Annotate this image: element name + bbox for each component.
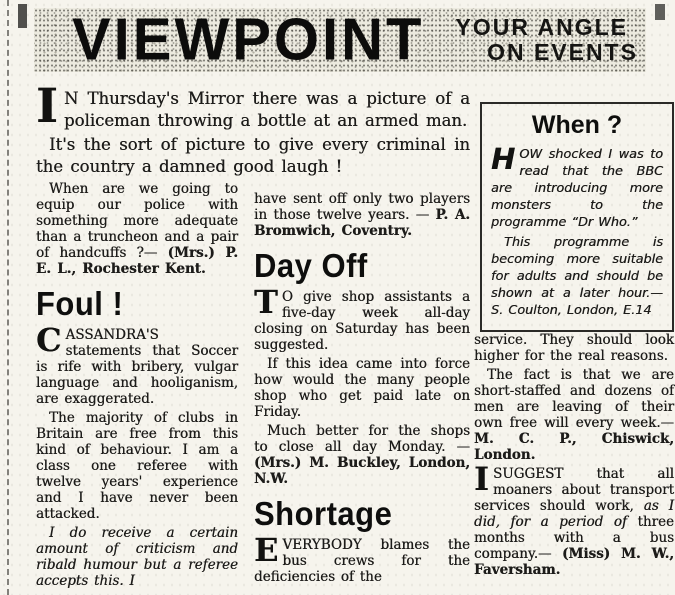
- bromwich-letter-text: have sent off only two players in those twelve years. —: [254, 191, 470, 223]
- suggest-letter-text-1: SUGGEST that all moaners about transport services should work,: [474, 466, 674, 514]
- suggest-letter-text-2: three months with a bus company.—: [474, 514, 674, 562]
- bromwich-letter-paragraph: [254, 191, 470, 239]
- when-letter-signature: S. Coulton, London, E.14: [491, 303, 652, 318]
- police-letter-signature: (Mrs.) P. E. L., Rochester Kent.: [36, 245, 238, 277]
- dayoff-letter-paragraph-3: [254, 423, 470, 487]
- lead-letter-paragraph-1: [36, 79, 470, 134]
- dayoff-letter-signature: (Mrs.) M. Buckley, London, N.W.: [254, 455, 470, 487]
- lead-letter-paragraph-2: It's the sort of picture to give every criminal in the country a damned good laugh !: [36, 135, 470, 176]
- suggest-letter-paragraph: [474, 460, 674, 578]
- scan-artifact-top-left: [18, 4, 27, 28]
- when-letter-box: [480, 102, 674, 332]
- foul-letter-text-1: ASSANDRA'S statements that Soccer is rife with bribery, vulgar language and hooliganism, are exaggerated.: [36, 327, 238, 407]
- masthead-tagline: [456, 15, 639, 65]
- column-left: [36, 181, 238, 592]
- when-letter-text-1: OW shocked I was to read that the BBC are introducing more monsters to the programme “Dr Who.”: [491, 147, 663, 230]
- headline-foul: Foul !: [36, 284, 124, 323]
- bromwich-letter-signature: P. A. Bromwich, Coventry.: [254, 207, 470, 239]
- headline-day-off: Day Off: [254, 246, 368, 285]
- column-middle: [254, 191, 470, 592]
- foul-letter-paragraph-3: I do receive a certain amount of criticism and ribald humour but a referee accepts this. I: [36, 525, 238, 589]
- dayoff-letter-paragraph-1: [254, 283, 470, 353]
- fact-paragraph: [474, 367, 674, 463]
- dayoff-letter-text-3: Much better for the shops to close all day Monday. —: [254, 423, 470, 455]
- dropcap-initial: H: [491, 142, 516, 176]
- dayoff-letter-text-1: O give shop assistants a five-day week all-day closing on Saturday has been suggested.: [254, 289, 470, 353]
- service-continuation-paragraph: service. They should look higher for the real reasons.: [474, 332, 674, 364]
- dropcap-initial: C: [36, 321, 62, 359]
- fact-signature: M. C. P., Chiswick, London.: [474, 431, 674, 463]
- scan-artifact-top-right: [655, 4, 665, 20]
- dropcap-initial: E: [254, 531, 279, 569]
- viewpoint-masthead: [34, 8, 646, 72]
- headline-when: When ?: [531, 111, 623, 139]
- foul-letter-paragraph-1: [36, 321, 238, 407]
- lead-letter-text: N Thursday's Mirror there was a picture of a policeman throwing a bottle at an armed man.: [64, 89, 470, 130]
- two-column-area: [36, 181, 470, 592]
- column-right: [474, 88, 674, 592]
- shortage-letter-text-1: VERYBODY blames the bus crews for the deficiencies of the: [254, 537, 470, 585]
- tagline-line-2: ON EVENTS: [487, 39, 638, 65]
- tagline-line-1: YOUR ANGLE: [455, 14, 628, 40]
- police-letter-text: When are we going to equip our police with something more adequate than a truncheon and a pair of handcuffs ?—: [36, 181, 238, 261]
- police-letter-paragraph: [36, 181, 238, 277]
- suggest-letter-signature: (Miss) M. W., Faversham.: [474, 546, 674, 578]
- foul-letter-paragraph-2: The majority of clubs in Britain are free from this kind of behaviour. I am a class one referee with twelve years' experience and I have never been attacked.: [36, 410, 238, 522]
- page-edge-dashed-rule: [7, 0, 9, 595]
- masthead-title: VIEWPOINT: [72, 6, 425, 73]
- when-letter-paragraph-2: [491, 234, 663, 319]
- dayoff-letter-paragraph-2: If this idea came into force how would the many people shop who get paid late on Friday.: [254, 356, 470, 420]
- lead-letter: [36, 79, 470, 177]
- dropcap-initial: T: [254, 283, 278, 321]
- left-section: [36, 79, 470, 592]
- dropcap-initial: I: [36, 79, 58, 134]
- dropcap-initial: I: [474, 460, 489, 498]
- headline-shortage: Shortage: [254, 494, 393, 533]
- letters-content: [36, 79, 674, 592]
- when-letter-paragraph-1: [491, 142, 663, 231]
- suggest-letter-italic: as I did, for a period of: [474, 498, 674, 530]
- shortage-letter-paragraph-1: [254, 531, 470, 585]
- when-letter-text-2: This programme is becoming more suitable for adults and should be shown at a later hour.—: [491, 235, 663, 301]
- fact-text: The fact is that we are short-staffed and dozens of men are leaving of their own free will every week.—: [474, 367, 674, 431]
